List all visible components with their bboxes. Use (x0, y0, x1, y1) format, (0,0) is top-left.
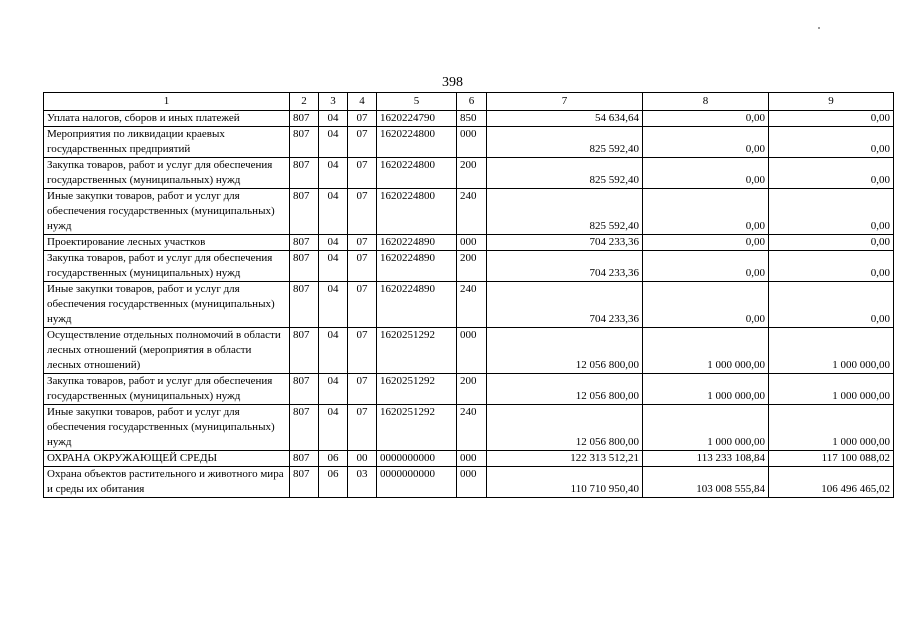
row-amount-col7-cell: 704 233,36 (487, 251, 643, 282)
row-amount-col7-cell: 825 592,40 (487, 127, 643, 158)
budget-table (43, 92, 894, 498)
row-subsection-cell: 07 (348, 235, 377, 251)
page-number: 398 (442, 75, 463, 90)
row-amount-col9-cell: 1 000 000,00 (769, 328, 894, 374)
row-amount-col8-cell: 0,00 (643, 282, 769, 328)
row-target-article-cell: 1620224800 (377, 189, 457, 235)
row-section-cell: 06 (319, 467, 348, 498)
row-target-article-cell: 0000000000 (377, 467, 457, 498)
row-section-cell: 04 (319, 374, 348, 405)
row-subsection-cell: 07 (348, 374, 377, 405)
table-row (44, 282, 894, 328)
row-amount-col9-cell: 0,00 (769, 189, 894, 235)
row-name-cell: Уплата налогов, сборов и иных платежей (44, 111, 290, 127)
table-row (44, 451, 894, 467)
row-amount-col7-cell: 12 056 800,00 (487, 328, 643, 374)
row-expense-type-cell: 000 (457, 235, 487, 251)
row-target-article-cell: 1620224890 (377, 251, 457, 282)
row-name-cell: Иные закупки товаров, работ и услуг для обеспечения государственных (муниципальных) нужд (44, 405, 290, 451)
row-target-article-cell: 1620224890 (377, 282, 457, 328)
row-admin-code-cell: 807 (290, 451, 319, 467)
row-expense-type-cell: 240 (457, 405, 487, 451)
header-cell: 6 (457, 93, 487, 111)
table-row (44, 374, 894, 405)
header-cell: 4 (348, 93, 377, 111)
row-section-cell: 04 (319, 189, 348, 235)
table-row (44, 158, 894, 189)
row-name-cell: Иные закупки товаров, работ и услуг для обеспечения государственных (муниципальных) нужд (44, 282, 290, 328)
row-name-cell: Мероприятия по ликвидации краевых государственных предприятий (44, 127, 290, 158)
row-section-cell: 04 (319, 251, 348, 282)
row-target-article-cell: 0000000000 (377, 451, 457, 467)
row-name-cell: Проектирование лесных участков (44, 235, 290, 251)
row-amount-col7-cell: 54 634,64 (487, 111, 643, 127)
row-amount-col8-cell: 1 000 000,00 (643, 374, 769, 405)
row-amount-col7-cell: 825 592,40 (487, 189, 643, 235)
row-expense-type-cell: 240 (457, 282, 487, 328)
row-section-cell: 04 (319, 127, 348, 158)
row-subsection-cell: 07 (348, 328, 377, 374)
row-expense-type-cell: 240 (457, 189, 487, 235)
row-subsection-cell: 03 (348, 467, 377, 498)
header-cell: 5 (377, 93, 457, 111)
row-amount-col7-cell: 12 056 800,00 (487, 405, 643, 451)
row-amount-col7-cell: 704 233,36 (487, 282, 643, 328)
row-amount-col7-cell: 704 233,36 (487, 235, 643, 251)
header-cell: 1 (44, 93, 290, 111)
row-target-article-cell: 1620251292 (377, 328, 457, 374)
row-subsection-cell: 00 (348, 451, 377, 467)
row-amount-col9-cell: 0,00 (769, 158, 894, 189)
row-amount-col9-cell: 106 496 465,02 (769, 467, 894, 498)
row-admin-code-cell: 807 (290, 282, 319, 328)
row-amount-col8-cell: 113 233 108,84 (643, 451, 769, 467)
table-row (44, 235, 894, 251)
row-section-cell: 04 (319, 282, 348, 328)
row-name-cell: Закупка товаров, работ и услуг для обеспечения государственных (муниципальных) нужд (44, 158, 290, 189)
row-expense-type-cell: 200 (457, 158, 487, 189)
row-subsection-cell: 07 (348, 127, 377, 158)
row-admin-code-cell: 807 (290, 189, 319, 235)
row-expense-type-cell: 000 (457, 451, 487, 467)
row-amount-col9-cell: 0,00 (769, 235, 894, 251)
row-section-cell: 04 (319, 111, 348, 127)
row-section-cell: 04 (319, 328, 348, 374)
row-name-cell: Иные закупки товаров, работ и услуг для обеспечения государственных (муниципальных) нужд (44, 189, 290, 235)
row-amount-col8-cell: 0,00 (643, 189, 769, 235)
row-admin-code-cell: 807 (290, 111, 319, 127)
row-admin-code-cell: 807 (290, 251, 319, 282)
row-name-cell: Закупка товаров, работ и услуг для обеспечения государственных (муниципальных) нужд (44, 374, 290, 405)
row-expense-type-cell: 000 (457, 467, 487, 498)
table-body (44, 93, 894, 498)
row-expense-type-cell: 000 (457, 328, 487, 374)
row-admin-code-cell: 807 (290, 328, 319, 374)
row-admin-code-cell: 807 (290, 374, 319, 405)
table-row (44, 127, 894, 158)
row-amount-col7-cell: 12 056 800,00 (487, 374, 643, 405)
table-row (44, 328, 894, 374)
row-amount-col7-cell: 825 592,40 (487, 158, 643, 189)
row-subsection-cell: 07 (348, 251, 377, 282)
row-amount-col9-cell: 0,00 (769, 111, 894, 127)
row-subsection-cell: 07 (348, 405, 377, 451)
table-row (44, 251, 894, 282)
row-admin-code-cell: 807 (290, 467, 319, 498)
header-cell: 8 (643, 93, 769, 111)
table-row (44, 405, 894, 451)
header-cell: 2 (290, 93, 319, 111)
row-section-cell: 04 (319, 405, 348, 451)
row-amount-col8-cell: 0,00 (643, 127, 769, 158)
row-amount-col8-cell: 0,00 (643, 111, 769, 127)
row-section-cell: 06 (319, 451, 348, 467)
row-target-article-cell: 1620251292 (377, 374, 457, 405)
row-admin-code-cell: 807 (290, 405, 319, 451)
row-subsection-cell: 07 (348, 282, 377, 328)
row-subsection-cell: 07 (348, 158, 377, 189)
row-admin-code-cell: 807 (290, 127, 319, 158)
row-target-article-cell: 1620224800 (377, 158, 457, 189)
row-amount-col7-cell: 122 313 512,21 (487, 451, 643, 467)
row-amount-col9-cell: 1 000 000,00 (769, 405, 894, 451)
table-row (44, 467, 894, 498)
row-name-cell: Охрана объектов растительного и животного мира и среды их обитания (44, 467, 290, 498)
row-admin-code-cell: 807 (290, 158, 319, 189)
row-amount-col8-cell: 103 008 555,84 (643, 467, 769, 498)
row-subsection-cell: 07 (348, 189, 377, 235)
row-section-cell: 04 (319, 158, 348, 189)
header-cell: 3 (319, 93, 348, 111)
row-amount-col8-cell: 0,00 (643, 235, 769, 251)
row-amount-col7-cell: 110 710 950,40 (487, 467, 643, 498)
row-expense-type-cell: 200 (457, 374, 487, 405)
row-target-article-cell: 1620224800 (377, 127, 457, 158)
row-amount-col9-cell: 0,00 (769, 282, 894, 328)
row-target-article-cell: 1620224890 (377, 235, 457, 251)
row-target-article-cell: 1620224790 (377, 111, 457, 127)
row-expense-type-cell: 850 (457, 111, 487, 127)
row-amount-col8-cell: 1 000 000,00 (643, 328, 769, 374)
row-section-cell: 04 (319, 235, 348, 251)
row-expense-type-cell: 200 (457, 251, 487, 282)
row-name-cell: Закупка товаров, работ и услуг для обеспечения государственных (муниципальных) нужд (44, 251, 290, 282)
row-amount-col9-cell: 0,00 (769, 127, 894, 158)
row-amount-col8-cell: 1 000 000,00 (643, 405, 769, 451)
scan-speck (818, 27, 820, 29)
row-amount-col8-cell: 0,00 (643, 251, 769, 282)
row-amount-col8-cell: 0,00 (643, 158, 769, 189)
row-amount-col9-cell: 1 000 000,00 (769, 374, 894, 405)
row-subsection-cell: 07 (348, 111, 377, 127)
row-name-cell: Осуществление отдельных полномочий в области лесных отношений (мероприятия в области лесных отношений) (44, 328, 290, 374)
table-row (44, 189, 894, 235)
row-target-article-cell: 1620251292 (377, 405, 457, 451)
table-row (44, 111, 894, 127)
row-amount-col9-cell: 117 100 088,02 (769, 451, 894, 467)
row-name-cell: ОХРАНА ОКРУЖАЮЩЕЙ СРЕДЫ (44, 451, 290, 467)
header-cell: 7 (487, 93, 643, 111)
row-amount-col9-cell: 0,00 (769, 251, 894, 282)
header-row (44, 93, 894, 111)
header-cell: 9 (769, 93, 894, 111)
row-admin-code-cell: 807 (290, 235, 319, 251)
row-expense-type-cell: 000 (457, 127, 487, 158)
